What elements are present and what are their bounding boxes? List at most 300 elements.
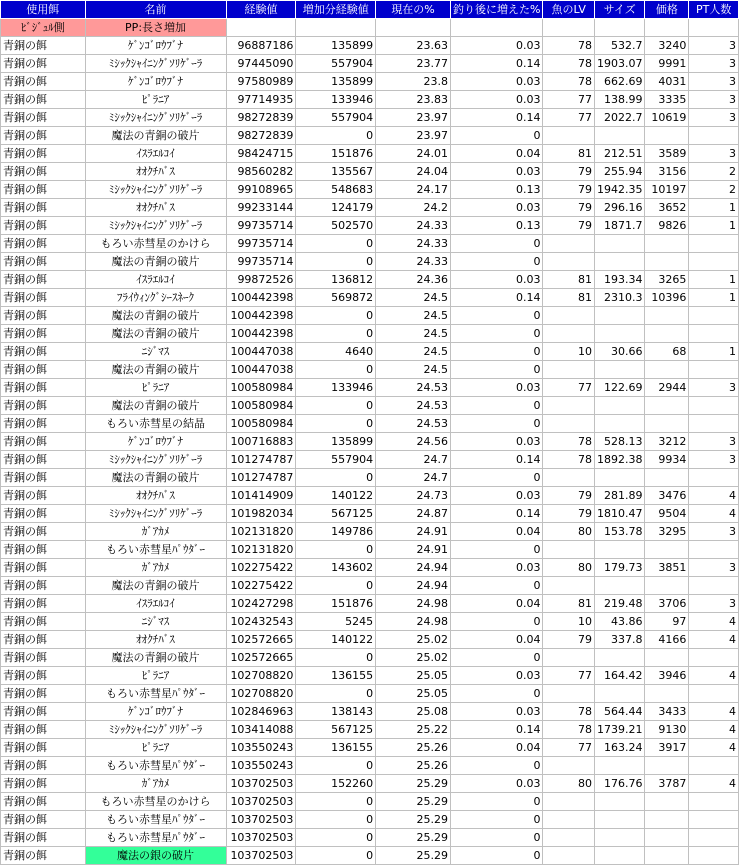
cell-price: 68 <box>645 343 689 361</box>
cell-current-pct: 24.56 <box>376 433 451 451</box>
cell-fish-lv: 79 <box>543 505 595 523</box>
table-row <box>1 91 739 109</box>
col-pt: PT人数 <box>689 1 739 19</box>
col-current-pct: 現在の% <box>376 1 451 19</box>
cell-pct-gain: 0.03 <box>451 163 543 181</box>
cell-exp-gain: 133946 <box>296 379 376 397</box>
cell-current-pct: 25.05 <box>376 667 451 685</box>
col-name: 名前 <box>85 1 226 19</box>
cell-size <box>594 127 645 145</box>
cell-size: 337.8 <box>594 631 645 649</box>
cell-pct-gain: 0 <box>451 577 543 595</box>
cell-price <box>645 469 689 487</box>
cell-bait: 青銅の餌 <box>1 559 86 577</box>
cell-exp: 98272839 <box>226 127 296 145</box>
cell-fish-lv <box>543 829 595 847</box>
cell-current-pct: 24.53 <box>376 397 451 415</box>
cell-size: 296.16 <box>594 199 645 217</box>
table-row <box>1 343 739 361</box>
cell-price <box>645 577 689 595</box>
cell-exp: 102432543 <box>226 613 296 631</box>
cell-price: 3851 <box>645 559 689 577</box>
cell-current-pct: 25.02 <box>376 649 451 667</box>
cell-name: 魔法の青銅の破片 <box>85 649 226 667</box>
cell-name: 魔法の青銅の破片 <box>85 307 226 325</box>
cell-pt <box>689 811 739 829</box>
cell-price <box>645 415 689 433</box>
cell-size <box>594 415 645 433</box>
cell-name: もろい赤彗星ﾊﾟｳﾀﾞｰ <box>85 757 226 775</box>
cell-exp: 102131820 <box>226 523 296 541</box>
cell-fish-lv <box>543 361 595 379</box>
cell-pct-gain: 0 <box>451 541 543 559</box>
cell-pt: 4 <box>689 613 739 631</box>
cell-pt: 2 <box>689 181 739 199</box>
cell-name: 魔法の青銅の破片 <box>85 469 226 487</box>
table-row <box>1 433 739 451</box>
cell-exp-gain: 140122 <box>296 487 376 505</box>
cell-bait: 青銅の餌 <box>1 109 86 127</box>
cell-size: 176.76 <box>594 775 645 793</box>
cell-current-pct: 24.94 <box>376 577 451 595</box>
cell-exp: 99108965 <box>226 181 296 199</box>
cell-name: ﾆｼﾞﾏｽ <box>85 613 226 631</box>
cell-current-pct: 23.63 <box>376 37 451 55</box>
cell-pct-gain: 0 <box>451 829 543 847</box>
cell-exp-gain: 0 <box>296 793 376 811</box>
table-row <box>1 325 739 343</box>
cell-bait: 青銅の餌 <box>1 181 86 199</box>
cell-name: ﾐｼｯｸｼｬｲﾆﾝｸﾞｿﾘｹﾞｰﾗ <box>85 217 226 235</box>
cell-name: ｵｵｸﾁﾊﾞｽ <box>85 487 226 505</box>
cell-current-pct: 24.7 <box>376 451 451 469</box>
cell-fish-lv: 78 <box>543 721 595 739</box>
cell-current-pct: 25.29 <box>376 829 451 847</box>
table-row <box>1 703 739 721</box>
cell-exp: 102275422 <box>226 559 296 577</box>
cell-pt <box>689 847 739 865</box>
cell-pt <box>689 307 739 325</box>
cell-size: 281.89 <box>594 487 645 505</box>
cell-pct-gain: 0.14 <box>451 721 543 739</box>
table-row <box>1 307 739 325</box>
cell-pct-gain: 0 <box>451 793 543 811</box>
cell-pct-gain: 0 <box>451 361 543 379</box>
cell-exp-gain: 124179 <box>296 199 376 217</box>
cell-size: 1871.7 <box>594 217 645 235</box>
cell-price: 3335 <box>645 91 689 109</box>
cell-exp: 102131820 <box>226 541 296 559</box>
cell-fish-lv: 79 <box>543 163 595 181</box>
cell-current-pct: 23.97 <box>376 109 451 127</box>
table-row <box>1 613 739 631</box>
cell-bait: 青銅の餌 <box>1 343 86 361</box>
cell-price <box>645 685 689 703</box>
cell-name: ｲｽﾗｴﾙｺｲ <box>85 595 226 613</box>
cell-exp: 100442398 <box>226 307 296 325</box>
cell-pt <box>689 325 739 343</box>
cell-pct-gain: 0.03 <box>451 91 543 109</box>
cell-pct-gain: 0.14 <box>451 109 543 127</box>
cell-exp: 103702503 <box>226 847 296 865</box>
cell-exp-gain: 0 <box>296 541 376 559</box>
cell-exp: 102572665 <box>226 631 296 649</box>
cell-current-pct: 24.01 <box>376 145 451 163</box>
cell-exp-gain: 0 <box>296 253 376 271</box>
cell-price <box>645 127 689 145</box>
cell-fish-lv <box>543 793 595 811</box>
cell-exp-gain: 0 <box>296 415 376 433</box>
cell-pct-gain: 0.03 <box>451 667 543 685</box>
cell-pt: 3 <box>689 451 739 469</box>
cell-current-pct: 25.29 <box>376 847 451 865</box>
cell-bait: 青銅の餌 <box>1 667 86 685</box>
cell-fish-lv <box>543 847 595 865</box>
cell-fish-lv: 81 <box>543 289 595 307</box>
cell-price: 3295 <box>645 523 689 541</box>
cell-price <box>645 793 689 811</box>
cell-pct-gain: 0 <box>451 415 543 433</box>
cell-price: 9130 <box>645 721 689 739</box>
cell-exp-gain: 0 <box>296 235 376 253</box>
cell-fish-lv: 77 <box>543 379 595 397</box>
cell-bait: 青銅の餌 <box>1 829 86 847</box>
cell-exp-gain: 548683 <box>296 181 376 199</box>
cell-exp: 100447038 <box>226 343 296 361</box>
cell-price <box>645 649 689 667</box>
table-row <box>1 487 739 505</box>
cell-pct-gain: 0.03 <box>451 487 543 505</box>
cell-exp-gain: 135899 <box>296 37 376 55</box>
cell-current-pct: 23.77 <box>376 55 451 73</box>
cell-pt: 4 <box>689 721 739 739</box>
cell-exp: 102846963 <box>226 703 296 721</box>
cell-current-pct: 25.29 <box>376 811 451 829</box>
cell-exp: 103550243 <box>226 739 296 757</box>
cell-fish-lv: 79 <box>543 631 595 649</box>
cell-exp: 101414909 <box>226 487 296 505</box>
cell-current-pct: 25.05 <box>376 685 451 703</box>
cell-exp: 99735714 <box>226 235 296 253</box>
table-row <box>1 721 739 739</box>
table-row <box>1 775 739 793</box>
cell-bait: 青銅の餌 <box>1 469 86 487</box>
cell-bait: 青銅の餌 <box>1 415 86 433</box>
cell-bait: 青銅の餌 <box>1 289 86 307</box>
cell-price <box>645 829 689 847</box>
cell-size: 122.69 <box>594 379 645 397</box>
table-row <box>1 145 739 163</box>
cell-name: ﾋﾟﾗﾆｱ <box>85 379 226 397</box>
table-row <box>1 631 739 649</box>
cell-pt: 1 <box>689 199 739 217</box>
cell-current-pct: 25.02 <box>376 631 451 649</box>
table-row <box>1 235 739 253</box>
cell-size: 153.78 <box>594 523 645 541</box>
note-name: PP:長さ増加 <box>85 19 226 37</box>
cell-fish-lv: 78 <box>543 55 595 73</box>
cell-size <box>594 577 645 595</box>
cell-current-pct: 24.5 <box>376 343 451 361</box>
cell-pt: 3 <box>689 37 739 55</box>
cell-price: 4166 <box>645 631 689 649</box>
cell-price: 3787 <box>645 775 689 793</box>
table-row <box>1 55 739 73</box>
cell-bait: 青銅の餌 <box>1 613 86 631</box>
table-row <box>1 469 739 487</box>
cell-size: 2022.7 <box>594 109 645 127</box>
cell-current-pct: 25.08 <box>376 703 451 721</box>
cell-exp: 101274787 <box>226 451 296 469</box>
cell-fish-lv <box>543 757 595 775</box>
cell-name: もろい赤彗星ﾊﾟｳﾀﾞｰ <box>85 685 226 703</box>
cell-price: 3240 <box>645 37 689 55</box>
cell-pct-gain: 0.13 <box>451 217 543 235</box>
cell-name: もろい赤彗星のかけら <box>85 793 226 811</box>
cell-fish-lv <box>543 325 595 343</box>
cell-name: 魔法の青銅の破片 <box>85 361 226 379</box>
cell-current-pct: 24.94 <box>376 559 451 577</box>
cell-size: 30.66 <box>594 343 645 361</box>
cell-exp: 99735714 <box>226 217 296 235</box>
table-row <box>1 559 739 577</box>
cell-exp-gain: 0 <box>296 685 376 703</box>
cell-size <box>594 325 645 343</box>
cell-pct-gain: 0 <box>451 325 543 343</box>
cell-fish-lv <box>543 577 595 595</box>
cell-fish-lv: 78 <box>543 703 595 721</box>
cell-name: ﾆｼﾞﾏｽ <box>85 343 226 361</box>
cell-pct-gain: 0 <box>451 343 543 361</box>
cell-bait: 青銅の餌 <box>1 37 86 55</box>
cell-name: 魔法の青銅の破片 <box>85 325 226 343</box>
cell-pt: 1 <box>689 217 739 235</box>
cell-size: 43.86 <box>594 613 645 631</box>
cell-fish-lv <box>543 685 595 703</box>
cell-fish-lv <box>543 415 595 433</box>
table-row <box>1 109 739 127</box>
cell-bait: 青銅の餌 <box>1 487 86 505</box>
cell-bait: 青銅の餌 <box>1 793 86 811</box>
cell-current-pct: 23.8 <box>376 73 451 91</box>
cell-pct-gain: 0.14 <box>451 289 543 307</box>
cell-price <box>645 253 689 271</box>
cell-bait: 青銅の餌 <box>1 523 86 541</box>
cell-bait: 青銅の餌 <box>1 757 86 775</box>
cell-exp: 97445090 <box>226 55 296 73</box>
cell-price: 3589 <box>645 145 689 163</box>
cell-fish-lv: 78 <box>543 37 595 55</box>
col-fish-lv: 魚のLV <box>543 1 595 19</box>
cell-pct-gain: 0.04 <box>451 595 543 613</box>
cell-name: ｲｽﾗｴﾙｺｲ <box>85 145 226 163</box>
cell-exp: 99872526 <box>226 271 296 289</box>
cell-current-pct: 24.2 <box>376 199 451 217</box>
cell-bait: 青銅の餌 <box>1 379 86 397</box>
cell-pt <box>689 469 739 487</box>
cell-pt <box>689 415 739 433</box>
cell-current-pct: 25.29 <box>376 793 451 811</box>
cell-name: ﾐｼｯｸｼｬｲﾆﾝｸﾞｿﾘｹﾞｰﾗ <box>85 55 226 73</box>
header-row <box>1 1 739 19</box>
cell-pct-gain: 0.14 <box>451 55 543 73</box>
cell-name: もろい赤彗星ﾊﾟｳﾀﾞｰ <box>85 829 226 847</box>
cell-pt: 1 <box>689 271 739 289</box>
table-row <box>1 505 739 523</box>
cell-fish-lv: 81 <box>543 271 595 289</box>
cell-fish-lv: 80 <box>543 775 595 793</box>
cell-size <box>594 235 645 253</box>
cell-name: ｹﾞﾝｺﾞﾛｳﾌﾞﾅ <box>85 433 226 451</box>
cell-name: ｵｵｸﾁﾊﾞｽ <box>85 631 226 649</box>
cell-fish-lv: 77 <box>543 109 595 127</box>
cell-current-pct: 24.53 <box>376 379 451 397</box>
cell-bait: 青銅の餌 <box>1 73 86 91</box>
cell-exp-gain: 557904 <box>296 451 376 469</box>
cell-name: ﾐｼｯｸｼｬｲﾆﾝｸﾞｿﾘｹﾞｰﾗ <box>85 109 226 127</box>
cell-pt <box>689 361 739 379</box>
table-row <box>1 37 739 55</box>
cell-size <box>594 307 645 325</box>
cell-pct-gain: 0 <box>451 649 543 667</box>
cell-exp: 102708820 <box>226 667 296 685</box>
cell-exp-gain: 557904 <box>296 109 376 127</box>
cell-exp: 100716883 <box>226 433 296 451</box>
cell-exp: 103702503 <box>226 829 296 847</box>
cell-exp: 100447038 <box>226 361 296 379</box>
cell-exp: 100580984 <box>226 397 296 415</box>
table-row <box>1 73 739 91</box>
cell-price <box>645 235 689 253</box>
cell-pt: 3 <box>689 109 739 127</box>
cell-price <box>645 541 689 559</box>
cell-price: 9934 <box>645 451 689 469</box>
cell-pct-gain: 0.03 <box>451 271 543 289</box>
cell-name: もろい赤彗星ﾊﾟｳﾀﾞｰ <box>85 811 226 829</box>
cell-current-pct: 24.04 <box>376 163 451 181</box>
cell-exp: 102427298 <box>226 595 296 613</box>
cell-exp: 97580989 <box>226 73 296 91</box>
note-bait: ﾋﾞｼﾞｭﾙ側 <box>1 19 86 37</box>
cell-current-pct: 25.29 <box>376 775 451 793</box>
cell-name: ｶﾞｱｶﾒ <box>85 559 226 577</box>
cell-bait: 青銅の餌 <box>1 775 86 793</box>
cell-current-pct: 23.97 <box>376 127 451 145</box>
cell-name: ﾋﾟﾗﾆｱ <box>85 667 226 685</box>
cell-fish-lv <box>543 253 595 271</box>
cell-pct-gain: 0 <box>451 307 543 325</box>
table-row <box>1 649 739 667</box>
cell-current-pct: 24.91 <box>376 523 451 541</box>
cell-pt: 3 <box>689 523 739 541</box>
cell-size <box>594 541 645 559</box>
cell-pct-gain: 0 <box>451 397 543 415</box>
cell-name: ｶﾞｱｶﾒ <box>85 523 226 541</box>
cell-size: 564.44 <box>594 703 645 721</box>
cell-exp: 103414088 <box>226 721 296 739</box>
cell-exp: 99735714 <box>226 253 296 271</box>
cell-size: 2310.3 <box>594 289 645 307</box>
cell-pct-gain: 0.14 <box>451 505 543 523</box>
cell-size <box>594 361 645 379</box>
cell-current-pct: 24.5 <box>376 289 451 307</box>
cell-pct-gain: 0.13 <box>451 181 543 199</box>
col-exp: 経験値 <box>226 1 296 19</box>
cell-bait: 青銅の餌 <box>1 307 86 325</box>
cell-name: 魔法の青銅の破片 <box>85 253 226 271</box>
cell-exp-gain: 0 <box>296 361 376 379</box>
cell-size: 255.94 <box>594 163 645 181</box>
cell-exp: 102708820 <box>226 685 296 703</box>
cell-current-pct: 24.33 <box>376 217 451 235</box>
cell-pt <box>689 127 739 145</box>
cell-bait: 青銅の餌 <box>1 685 86 703</box>
cell-pct-gain: 0.03 <box>451 703 543 721</box>
cell-exp: 98560282 <box>226 163 296 181</box>
cell-bait: 青銅の餌 <box>1 235 86 253</box>
cell-bait: 青銅の餌 <box>1 505 86 523</box>
cell-exp: 100442398 <box>226 289 296 307</box>
cell-pt: 4 <box>689 739 739 757</box>
table-row <box>1 163 739 181</box>
cell-size: 1903.07 <box>594 55 645 73</box>
cell-name: ｵｵｸﾁﾊﾞｽ <box>85 199 226 217</box>
cell-bait: 青銅の餌 <box>1 199 86 217</box>
cell-name: ﾋﾟﾗﾆｱ <box>85 739 226 757</box>
cell-pt <box>689 577 739 595</box>
cell-bait: 青銅の餌 <box>1 577 86 595</box>
cell-pt: 4 <box>689 703 739 721</box>
cell-exp-gain: 152260 <box>296 775 376 793</box>
cell-pt: 4 <box>689 667 739 685</box>
cell-fish-lv: 79 <box>543 181 595 199</box>
cell-pct-gain: 0.04 <box>451 523 543 541</box>
cell-bait: 青銅の餌 <box>1 631 86 649</box>
cell-size <box>594 847 645 865</box>
cell-pct-gain: 0.03 <box>451 73 543 91</box>
table-row <box>1 541 739 559</box>
cell-bait: 青銅の餌 <box>1 595 86 613</box>
cell-bait: 青銅の餌 <box>1 325 86 343</box>
cell-current-pct: 24.53 <box>376 415 451 433</box>
cell-exp-gain: 135899 <box>296 73 376 91</box>
cell-pt: 4 <box>689 487 739 505</box>
cell-fish-lv: 77 <box>543 91 595 109</box>
cell-pt: 3 <box>689 91 739 109</box>
table-row <box>1 199 739 217</box>
cell-exp-gain: 140122 <box>296 631 376 649</box>
cell-bait: 青銅の餌 <box>1 253 86 271</box>
cell-price <box>645 757 689 775</box>
cell-pct-gain: 0 <box>451 847 543 865</box>
cell-name: ﾐｼｯｸｼｬｲﾆﾝｸﾞｿﾘｹﾞｰﾗ <box>85 721 226 739</box>
cell-size: 1739.21 <box>594 721 645 739</box>
cell-fish-lv <box>543 235 595 253</box>
cell-current-pct: 24.33 <box>376 235 451 253</box>
cell-exp-gain: 0 <box>296 307 376 325</box>
cell-price <box>645 307 689 325</box>
cell-name: ｹﾞﾝｺﾞﾛｳﾌﾞﾅ <box>85 37 226 55</box>
cell-bait: 青銅の餌 <box>1 811 86 829</box>
cell-bait: 青銅の餌 <box>1 649 86 667</box>
cell-name: ｹﾞﾝｺﾞﾛｳﾌﾞﾅ <box>85 73 226 91</box>
cell-pct-gain: 0 <box>451 613 543 631</box>
cell-current-pct: 24.36 <box>376 271 451 289</box>
cell-pct-gain: 0.03 <box>451 559 543 577</box>
cell-fish-lv: 81 <box>543 145 595 163</box>
cell-bait: 青銅の餌 <box>1 847 86 865</box>
cell-exp: 96887186 <box>226 37 296 55</box>
